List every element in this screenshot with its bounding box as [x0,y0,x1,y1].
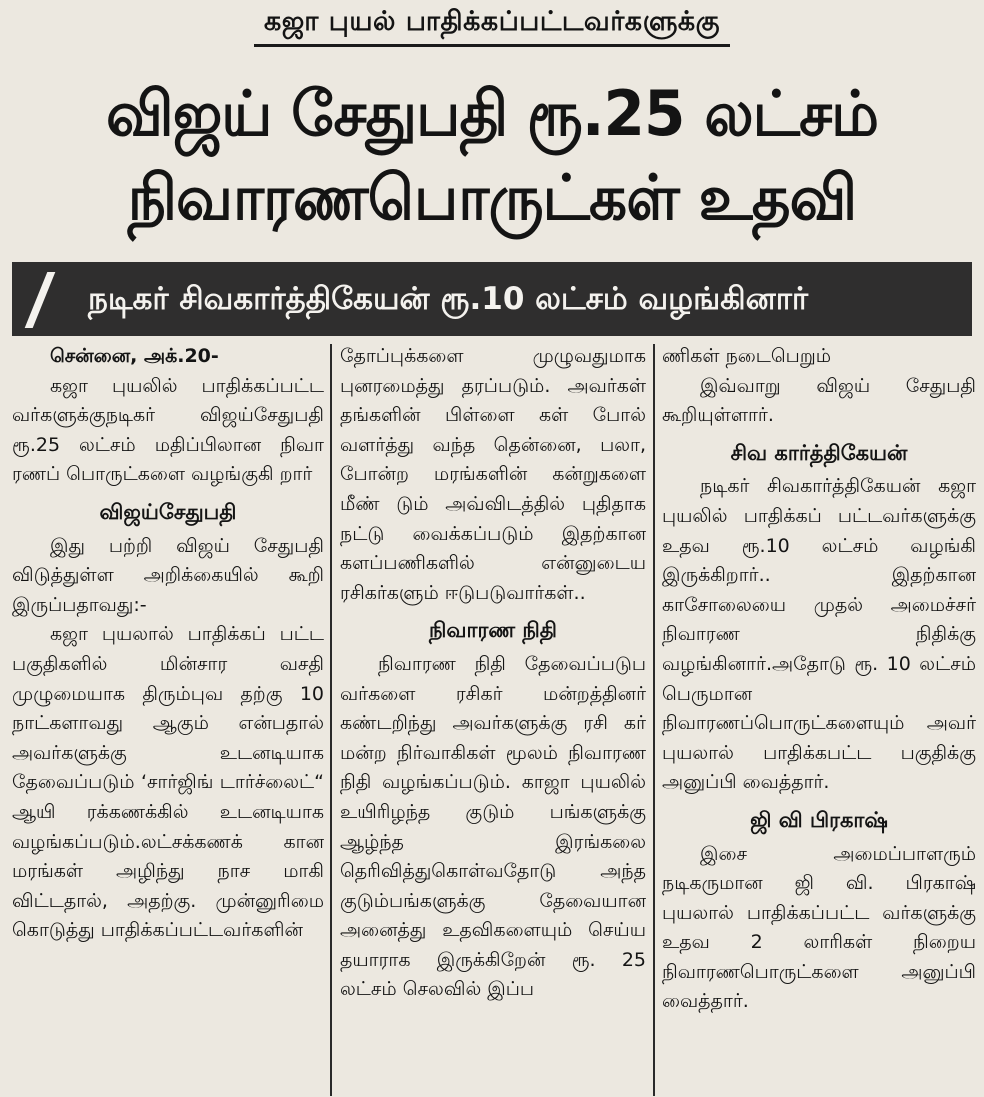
column-2 [340,342,646,1092]
dateline: சென்னை, அக்.20- [50,345,219,367]
paragraph: நடிகர் சிவகார்த்திகேயன் கஜா புயலில் பாதிக்கப் பட்டவர்களுக்கு உதவ ரூ.10 லட்சம் வழங்கி இருக்கிறார்.. இதற்கான காசோலையை முதல் அமைச்சர் நிவாரண நிதிக்கு வழங்கினார்.அதோடு ரூ. 10 லட்சம் பெருமான நிவாரணப்பொருட்களையும் அவர் புயலால் பாதிக்கபட்ட பகுதிக்கு அனுப்பி வைத்தார். [662,475,976,794]
paragraph: இசை அமைப்பாளரும் நடிகருமான ஜி வி. பிரகாஷ் புயலால் பாதிக்கப்பட்ட வர்களுக்கு உதவ 2 லாரிகள் நிறைய நிவாரணபொருட்களை அனுப்பி வைத்தார். [662,842,976,1013]
paragraph: நிவாரண நிதி தேவைப்படுப வர்களை ரசிகர் மன்றத்தினர் கண்டறிந்து அவர்களுக்கு ரசி கர் மன்ற நிர்வாகிகள் மூலம் நிவாரண நிதி வழங்கப்படும். காஜா புயலில் உயிரிழந்த குடும் பங்களுக்கு ஆழ்ந்த இரங்கலை தெரிவித்துகொள்வதோடு அந்த குடும்பங்களுக்கு தேவையான அனைத்து உதவிகளையும் செய்ய தயாராக இருக்கிறேன் ரூ. 25 லட்சம் செலவில் இப்ப [340,652,646,1001]
section-subtitle: ஜி வி பிரகாஷ் [750,807,888,832]
kicker-wrap [0,6,984,47]
section-subtitle: சிவ கார்த்திகேயன் [730,440,908,465]
paragraph: தோப்புக்களை முழுவதுமாக புனரமைத்து தரப்படும். அவர்கள் தங்களின் பிள்ளை கள் போல் வளர்த்து வந்த தென்னை, பலா, போன்ற மரங்களின் கன்றுகளை மீண் டும் அவ்விடத்தில் புதிதாக நட்டு வைக்கப்படும் இதற்கான களப்பணிகளில் என்னுடைய ரசிகர்களும் ஈடுபடுவார்கள்.. [340,345,646,604]
column-3 [662,342,976,1092]
headline [20,72,965,240]
section-subtitle: விஜய்சேதுபதி [99,499,237,524]
paragraph: கஜா புயலால் பாதிக்கப் பட்ட பகுதிகளில் மின்சார வசதி முழுமையாக திரும்புவ தற்கு 10 நாட்களாவது ஆகும் என்பதால் அவர்களுக்கு உடனடியாக தேவைப்படும் ‘சார்ஜிங் டார்ச்லைட்“ ஆயி ரக்கணக்கில் உடனடியாக வழங்கப்படும்.லட்சக்கணக் கான மரங்கள் அழிந்து நாச மாகி விட்டதால், அதற்கு. முன்னுரிமை கொடுத்து பாதிக்கப்பட்டவர்களின் [12,623,324,942]
column-divider [653,344,655,1096]
subhead: நடிகர் சிவகார்த்திகேயன் ரூ.10 லட்சம் வழங்கினார் [88,281,809,317]
paragraph: கஜா புயலில் பாதிக்கப்பட்ட வர்களுக்குநடிகர் விஜய்சேதுபதி ரூ.25 லட்சம் மதிப்பிலான நிவா ரணப் பொருட்களை வழங்குகி றார் [12,374,324,486]
subhead-bar [12,262,972,336]
headline-line-2: நிவாரணபொருட்கள் உதவி [127,161,857,234]
paragraph: இது பற்றி விஜய் சேதுபதி விடுத்துள்ள அறிக்கையில் கூறி இருப்பதாவது:- [12,534,324,616]
paragraph: ணிகள் நடைபெறும் [662,345,831,367]
paragraph: இவ்வாறு விஜய் சேதுபதி கூறியுள்ளார். [662,374,976,427]
headline-line-1: விஜய் சேதுபதி ரூ.25 லட்சம் [105,77,879,150]
kicker: கஜா புயல் பாதிக்கப்பட்டவர்களுக்கு [254,6,730,47]
column-1 [12,342,324,1092]
slash-icon [25,272,56,328]
section-subtitle: நிவாரண நிதி [429,618,557,643]
column-divider [330,344,332,1096]
